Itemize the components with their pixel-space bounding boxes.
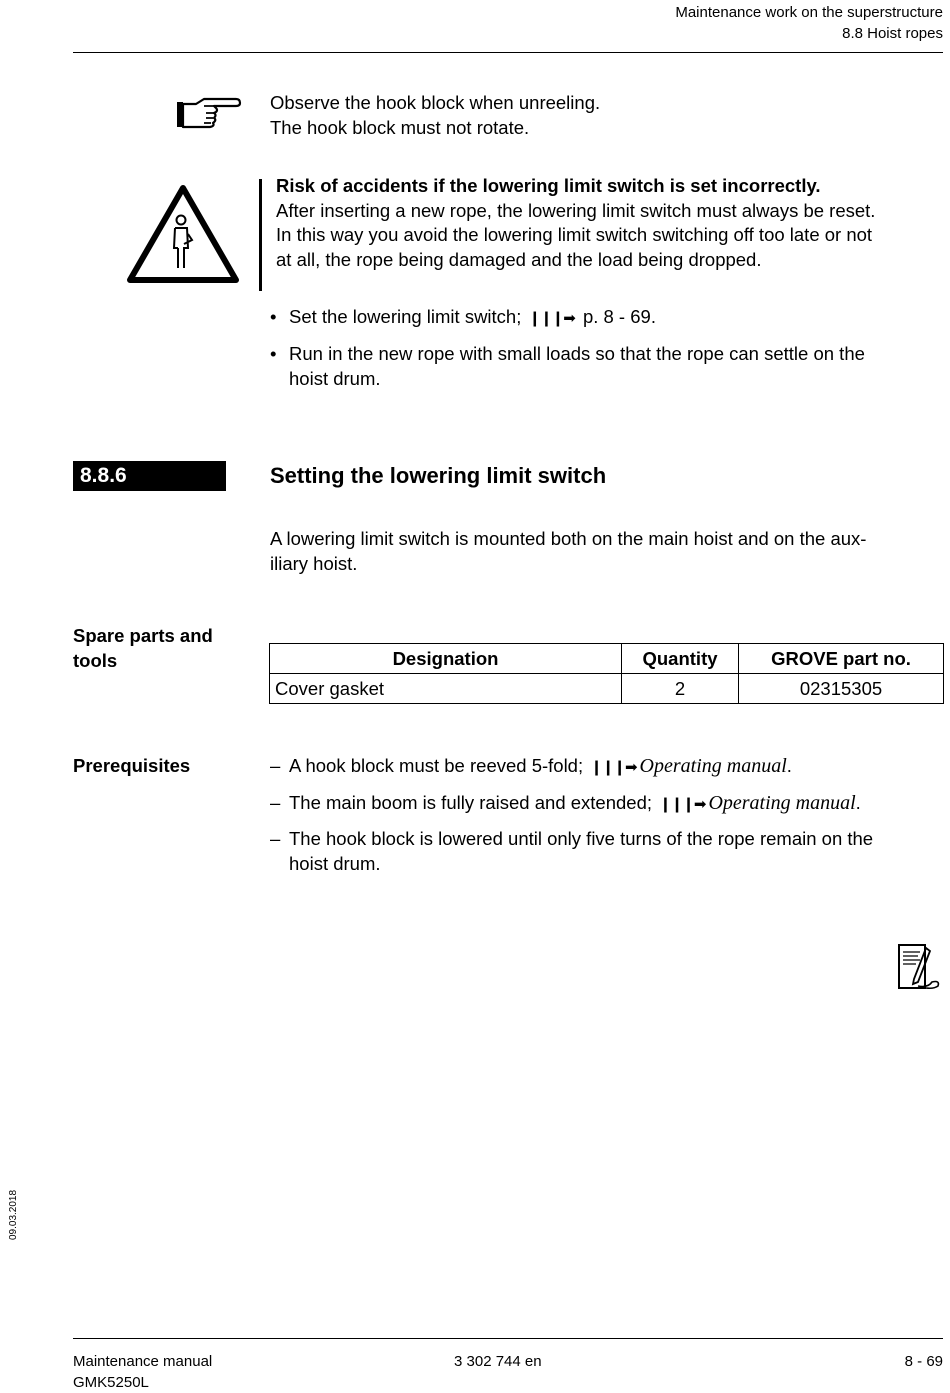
bullet-marker: • (270, 306, 277, 327)
dash-marker: – (270, 755, 281, 776)
footer-doc-number: 3 302 744 en (454, 1353, 542, 1370)
intro-line-2: iliary hoist. (270, 552, 358, 574)
column-header-designation: Designation (270, 644, 622, 674)
table-header-row (270, 644, 944, 674)
footer-rule (73, 1338, 943, 1339)
warning-line-1: After inserting a new rope, the lowering limit switch must always be reset. (276, 199, 876, 221)
section-intro (270, 527, 866, 576)
prereq-line-2: hoist drum. (289, 852, 381, 874)
prereq-text: The main boom is fully raised and extended; (289, 792, 653, 813)
table-row (270, 674, 944, 704)
documentation-icon (896, 942, 942, 992)
footer-model: GMK5250L (73, 1374, 149, 1391)
prereq-line-1: The hook block is lowered until only five turns of the rope remain on the (289, 828, 874, 849)
list-item (270, 342, 942, 391)
header-rule (73, 52, 943, 53)
warning-title: Risk of accidents if the lowering limit switch is set incorrectly. (276, 175, 821, 196)
cell-designation: Cover gasket (270, 674, 622, 704)
reference-arrow-icon: ❙❙❙➡ (528, 310, 575, 327)
prereq-ref: Operating manual (708, 792, 856, 814)
note-line-1: Observe the hook block when unreeling. (270, 92, 601, 113)
bullet-marker: • (270, 343, 277, 364)
spare-parts-label (73, 624, 213, 673)
reference-arrow-icon: ❙❙❙➡ (659, 796, 706, 813)
intro-line-1: A lowering limit switch is mounted both on the main hoist and on the aux- (270, 528, 867, 549)
spare-parts-label-line-2: tools (73, 649, 118, 671)
list-item (270, 791, 942, 818)
running-header (675, 2, 943, 44)
prereq-end: . (786, 755, 792, 776)
list-item (270, 827, 942, 876)
footer-page: 8 - 69 (904, 1353, 943, 1370)
print-date: 09.03.2018 (8, 1189, 19, 1240)
header-chapter: Maintenance work on the superstructure (675, 4, 943, 21)
note-text (270, 91, 600, 140)
column-header-quantity: Quantity (622, 644, 739, 674)
dash-marker: – (270, 792, 281, 813)
list-item (270, 305, 942, 332)
list-item (270, 754, 942, 781)
column-header-part-no: GROVE part no. (739, 644, 944, 674)
spare-parts-table (269, 643, 944, 704)
warning-text (276, 174, 946, 272)
footer-manual: Maintenance manual (73, 1353, 213, 1370)
pointing-hand-icon (174, 96, 244, 132)
note-line-2: The hook block must not rotate. (270, 116, 530, 138)
prereq-text: A hook block must be reeved 5-fold; (289, 755, 584, 776)
bullet-ref: p. 8 - 69. (582, 306, 656, 327)
prerequisites-label: Prerequisites (73, 755, 191, 776)
cell-part-no: 02315305 (739, 674, 944, 704)
prereq-end: . (855, 792, 861, 813)
warning-triangle-icon (126, 184, 240, 286)
dash-marker: – (270, 828, 281, 849)
section-number: 8.8.6 (73, 461, 226, 491)
warning-line-2: In this way you avoid the lowering limit switch switching off too late or not (276, 224, 873, 245)
spare-parts-label-line-1: Spare parts and (73, 625, 213, 646)
warning-bar (259, 179, 262, 291)
reference-arrow-icon: ❙❙❙➡ (590, 759, 637, 776)
section-title: Setting the lowering limit switch (270, 463, 607, 488)
bullet-line-2: hoist drum. (289, 367, 381, 389)
footer-left (73, 1351, 212, 1393)
bullet-line-1: Run in the new rope with small loads so that the rope can settle on the (289, 343, 865, 364)
bullet-text: Set the lowering limit switch; (289, 306, 522, 327)
warning-line-3: at all, the rope being damaged and the load being dropped. (276, 248, 762, 270)
cell-quantity: 2 (622, 674, 739, 704)
prereq-ref: Operating manual (639, 755, 787, 777)
header-section: 8.8 Hoist ropes (842, 25, 943, 42)
